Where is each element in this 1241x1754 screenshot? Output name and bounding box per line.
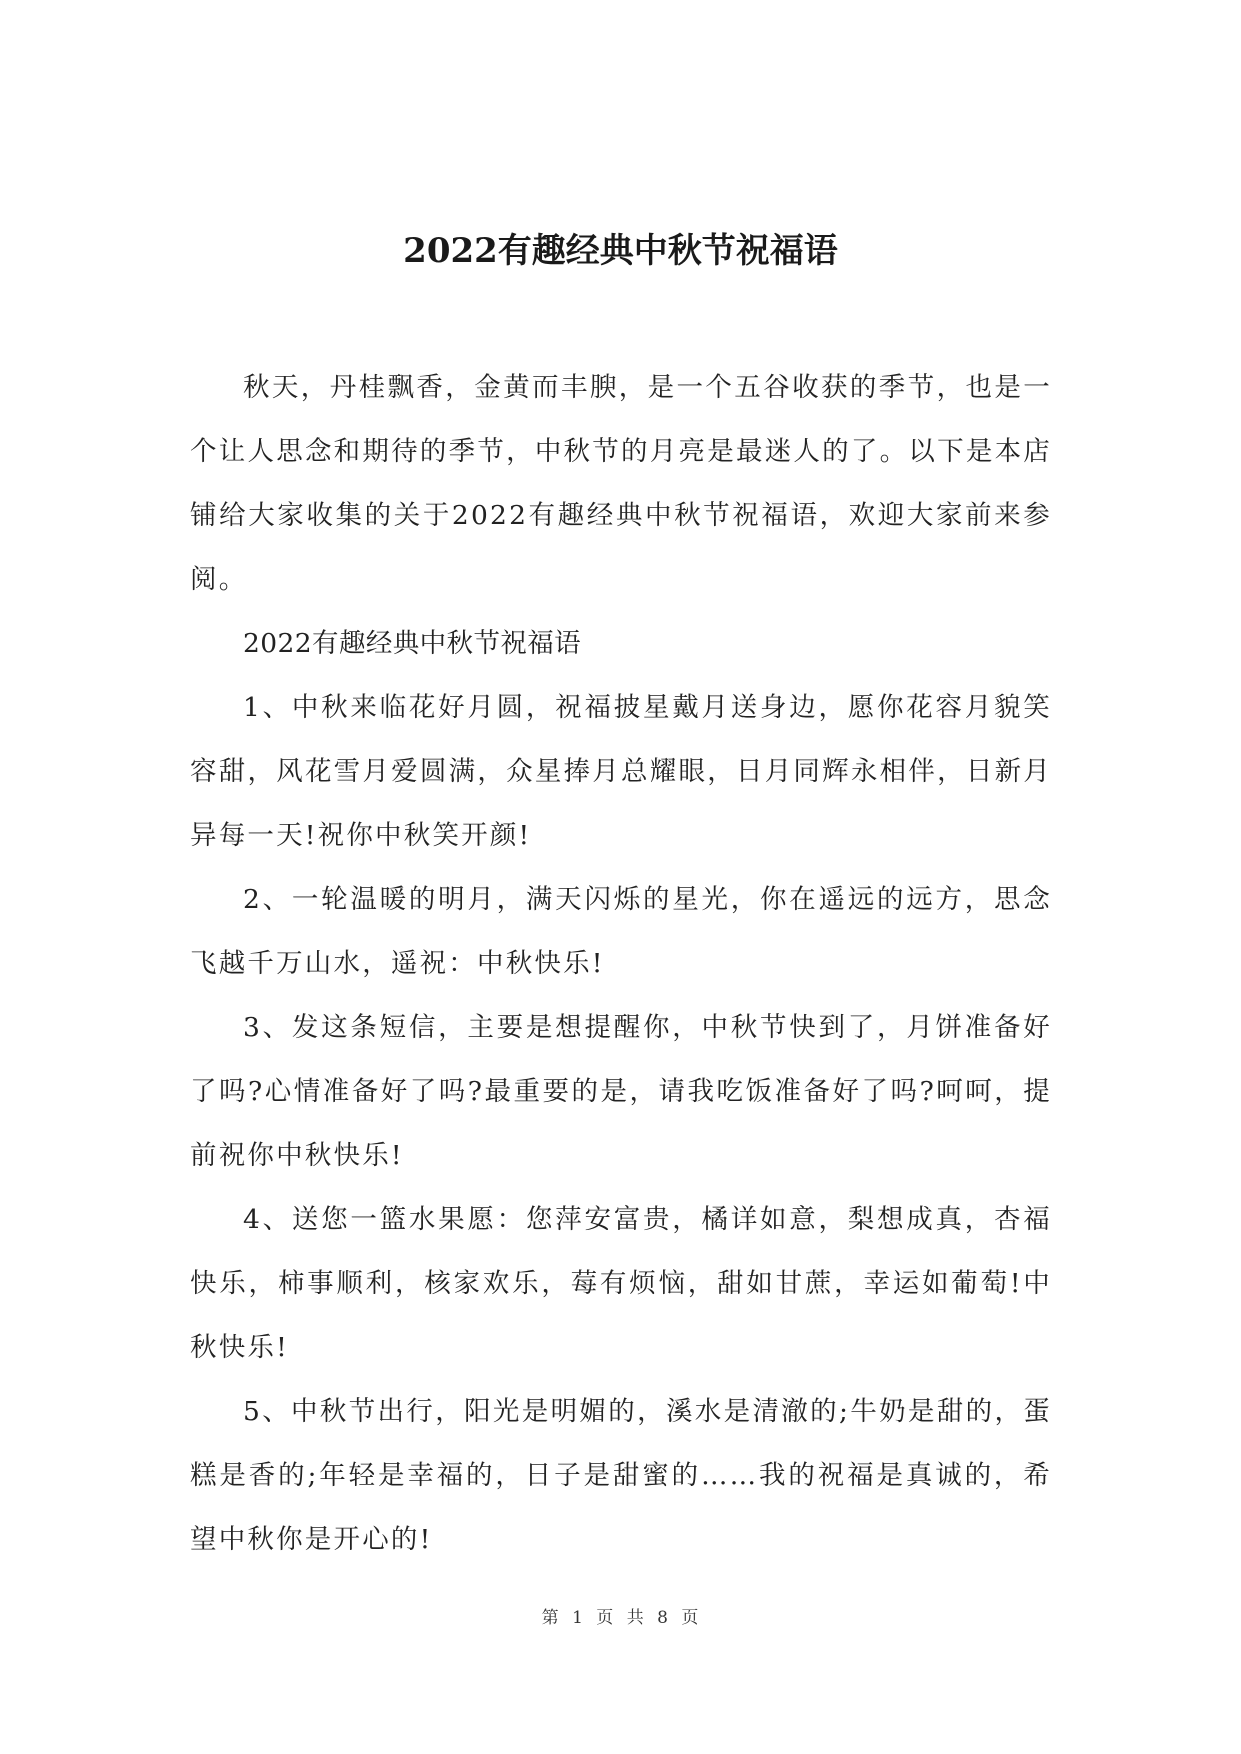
paragraph-subheading: 2022有趣经典中秋节祝福语 xyxy=(243,628,582,659)
document-title: 2022有趣经典中秋节祝福语 xyxy=(403,231,838,271)
page-footer: 第 1 页 共 8 页 xyxy=(541,1608,700,1628)
paragraph-intro: 秋天，丹桂飘香，金黄而丰腴，是一个五谷收获的季节，也是一个让人思念和期待的季节，中秋节的月亮是最迷人的了。以下是本店铺给大家收集的关于2022有趣经典中秋节祝福语，欢迎大家前来参阅。 xyxy=(190,372,1052,595)
document-body xyxy=(190,356,1052,1572)
paragraph-wish-3: 3、发这条短信，主要是想提醒你，中秋节快到了，月饼准备好了吗?心情准备好了吗?最重要的是，请我吃饭准备好了吗?呵呵，提前祝你中秋快乐! xyxy=(190,1012,1052,1171)
paragraph-wish-1: 1、中秋来临花好月圆，祝福披星戴月送身边，愿你花容月貌笑容甜，风花雪月爱圆满，众星捧月总耀眼，日月同辉永相伴，日新月异每一天!祝你中秋笑开颜! xyxy=(190,692,1052,851)
paragraph-wish-5: 5、中秋节出行，阳光是明媚的，溪水是清澈的;牛奶是甜的，蛋糕是香的;年轻是幸福的，日子是甜蜜的……我的祝福是真诚的，希望中秋你是开心的! xyxy=(190,1396,1052,1555)
paragraph-wish-4: 4、送您一篮水果愿：您萍安富贵，橘详如意，梨想成真，杏福快乐，柿事顺利，核家欢乐，莓有烦恼，甜如甘蔗，幸运如葡萄!中秋快乐! xyxy=(190,1204,1052,1363)
paragraph-wish-2: 2、一轮温暖的明月，满天闪烁的星光，你在遥远的远方，思念飞越千万山水，遥祝：中秋快乐! xyxy=(190,884,1052,979)
